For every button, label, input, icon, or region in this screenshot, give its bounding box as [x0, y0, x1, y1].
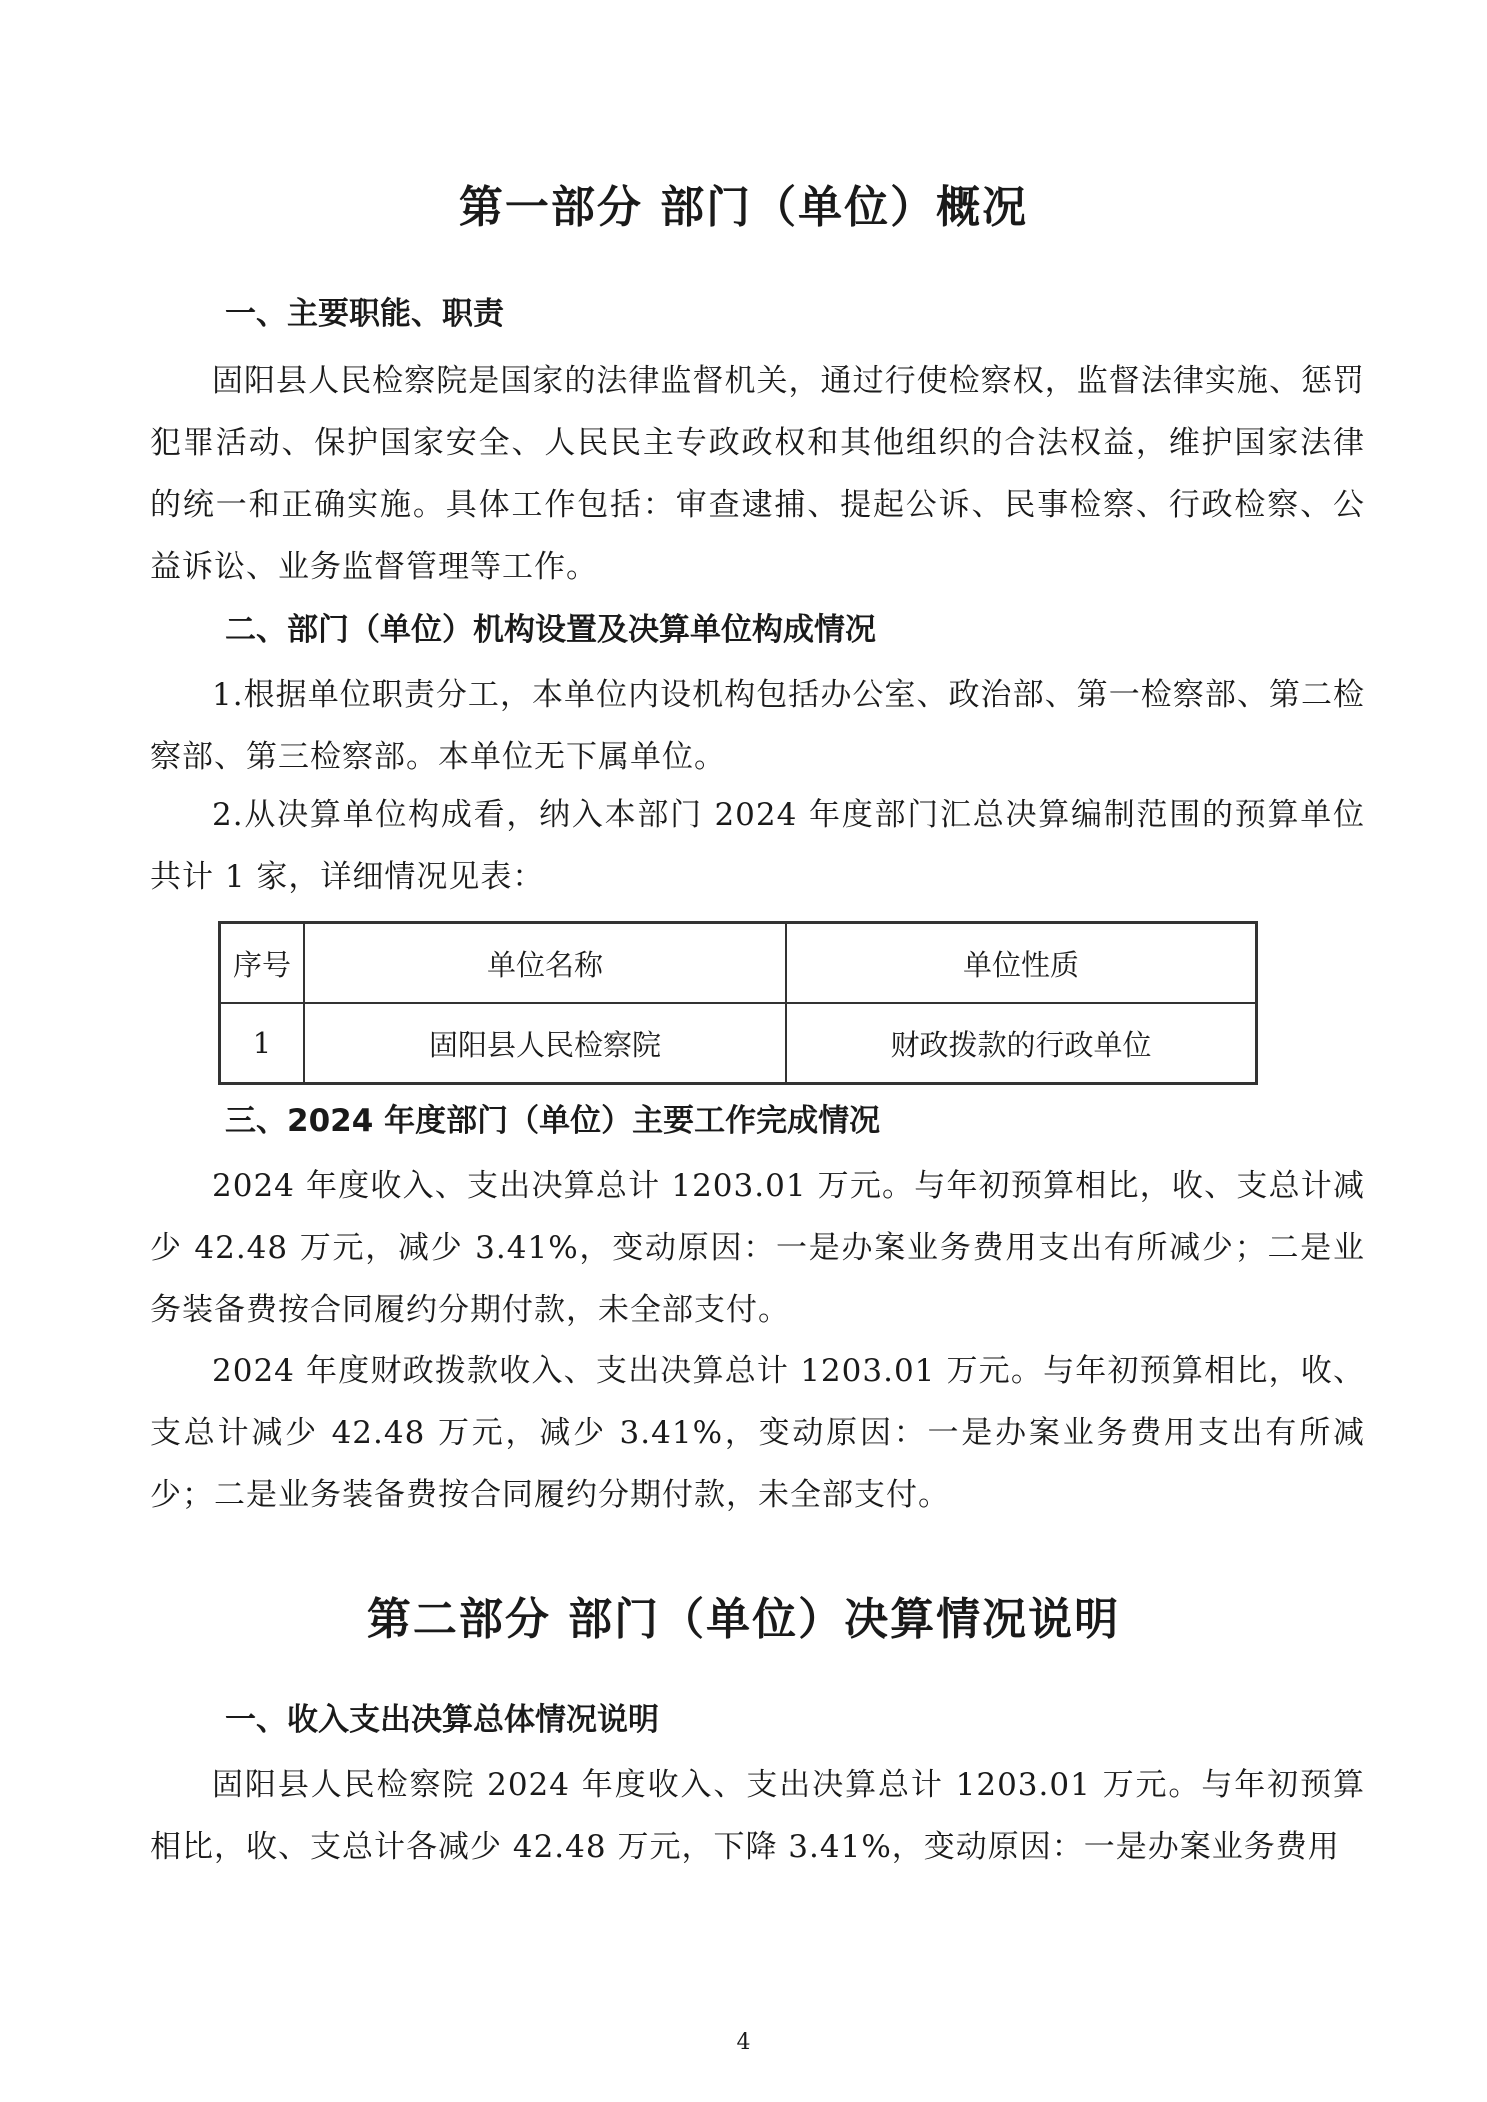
table-cell: 固阳县人民检察院 [304, 1003, 786, 1084]
part1-sec2-heading: 二、部门（单位）机构设置及决算单位构成情况 [225, 612, 876, 648]
part1-sec3-paragraph-2: 2024 年度财政拨款收入、支出决算总计 1203.01 万元。与年初预算相比，收、支总计减少 42.48 万元，减少 3.41%，变动原因：一是办案业务费用支出有所减少；二是业务装备费按合同履约分期付款，未全部支付。 [150, 1353, 1365, 1513]
part2-sec1-paragraph: 固阳县人民检察院 2024 年度收入、支出决算总计 1203.01 万元。与年初预算相比，收、支总计各减少 42.48 万元，下降 3.41%，变动原因：一是办案业务费用 [150, 1767, 1365, 1865]
part1-sec3-paragraph-1: 2024 年度收入、支出决算总计 1203.01 万元。与年初预算相比，收、支总计减少 42.48 万元，减少 3.41%，变动原因：一是办案业务费用支出有所减少；二是业务装备费按合同履约分期付款，未全部支付。 [150, 1168, 1365, 1328]
table-cell: 财政拨款的行政单位 [786, 1003, 1257, 1084]
part2-sec1-heading: 一、收入支出决算总体情况说明 [225, 1702, 659, 1738]
part1-sec1-paragraph: 固阳县人民检察院是国家的法律监督机关，通过行使检察权，监督法律实施、惩罚犯罪活动、保护国家安全、人民民主专政政权和其他组织的合法权益，维护国家法律的统一和正确实施。具体工作包括：审查逮捕、提起公诉、民事检察、行政检察、公益诉讼、业务监督管理等工作。 [150, 363, 1365, 585]
unit-table [218, 921, 1258, 1085]
table-header-cell: 单位性质 [786, 923, 1257, 1004]
table-header-cell: 单位名称 [304, 923, 786, 1004]
part1-title: 第一部分 部门（单位）概况 [458, 182, 1029, 233]
page-number: 4 [736, 2030, 751, 2055]
part1-sec1-heading: 一、主要职能、职责 [225, 296, 504, 332]
part1-sec3-heading: 三、2024 年度部门（单位）主要工作完成情况 [225, 1103, 881, 1139]
part1-sec2-paragraph-1: 1.根据单位职责分工，本单位内设机构包括办公室、政治部、第一检察部、第二检察部、第三检察部。本单位无下属单位。 [150, 677, 1365, 775]
part1-sec2-paragraph-2: 2.从决算单位构成看，纳入本部门 2024 年度部门汇总决算编制范围的预算单位共计 1 家，详细情况见表： [150, 797, 1365, 895]
part2-title: 第二部分 部门（单位）决算情况说明 [366, 1594, 1121, 1645]
table-header-cell: 序号 [220, 923, 305, 1004]
table-header-row [220, 923, 1257, 1004]
table-cell: 1 [220, 1003, 305, 1084]
table-row [220, 1003, 1257, 1084]
